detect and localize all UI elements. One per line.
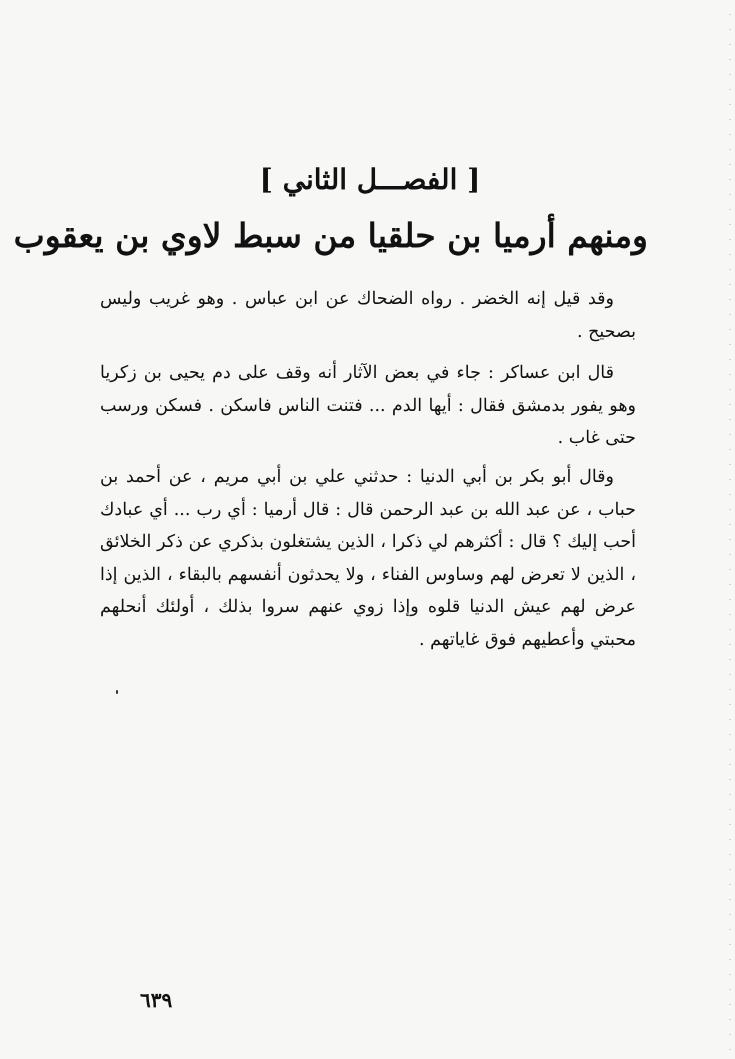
chapter-title: ومنهم أرميا بن حلقيا من سبط لاوي بن يعقوب [13, 216, 648, 255]
chapter-heading: [ الفصـــل الثاني ] [259, 163, 481, 196]
scan-edge-marks [729, 0, 731, 1059]
paragraph-1 [100, 283, 636, 348]
paragraph-2 [100, 357, 636, 455]
paragraph-text: وقال أبو بكر بن أبي الدنيا : حدثني علي بن أبي مريم ، عن أحمد بن حباب ، عن عبد الله بن عبد الرحمن قال : قال أرميا : أي رب ... أي عبادك أحب إليك ؟ قال : أكثرهم لي ذكرا ، الذين يشتغلون بذكري عن ذكر الخلائق ، الذين لا تعرض لهم وساوس الفناء ، ولا يحدثون أنفسهم بالبقاء ، الذين إذا عرض لهم عيش الدنيا قلوه وإذا زوي عنهم سروا بذلك ، أولئك أنحلهم محبتي وأعطيهم فوق غاياتهم . [100, 467, 636, 650]
paragraph-3 [100, 461, 636, 656]
ink-speck [116, 690, 118, 694]
page-number: ٦٣٩ [140, 988, 173, 1012]
paragraph-text: وقد قيل إنه الخضر . رواه الضحاك عن ابن عباس . وهو غريب وليس بصحيح . [100, 289, 636, 342]
paragraph-text: قال ابن عساكر : جاء في بعض الآثار أنه وقف على دم يحيى بن زكريا وهو يفور بدمشق فقال : أيها الدم ... فتنت الناس فاسكن . فسكن ورسب حتى غاب . [100, 363, 636, 448]
